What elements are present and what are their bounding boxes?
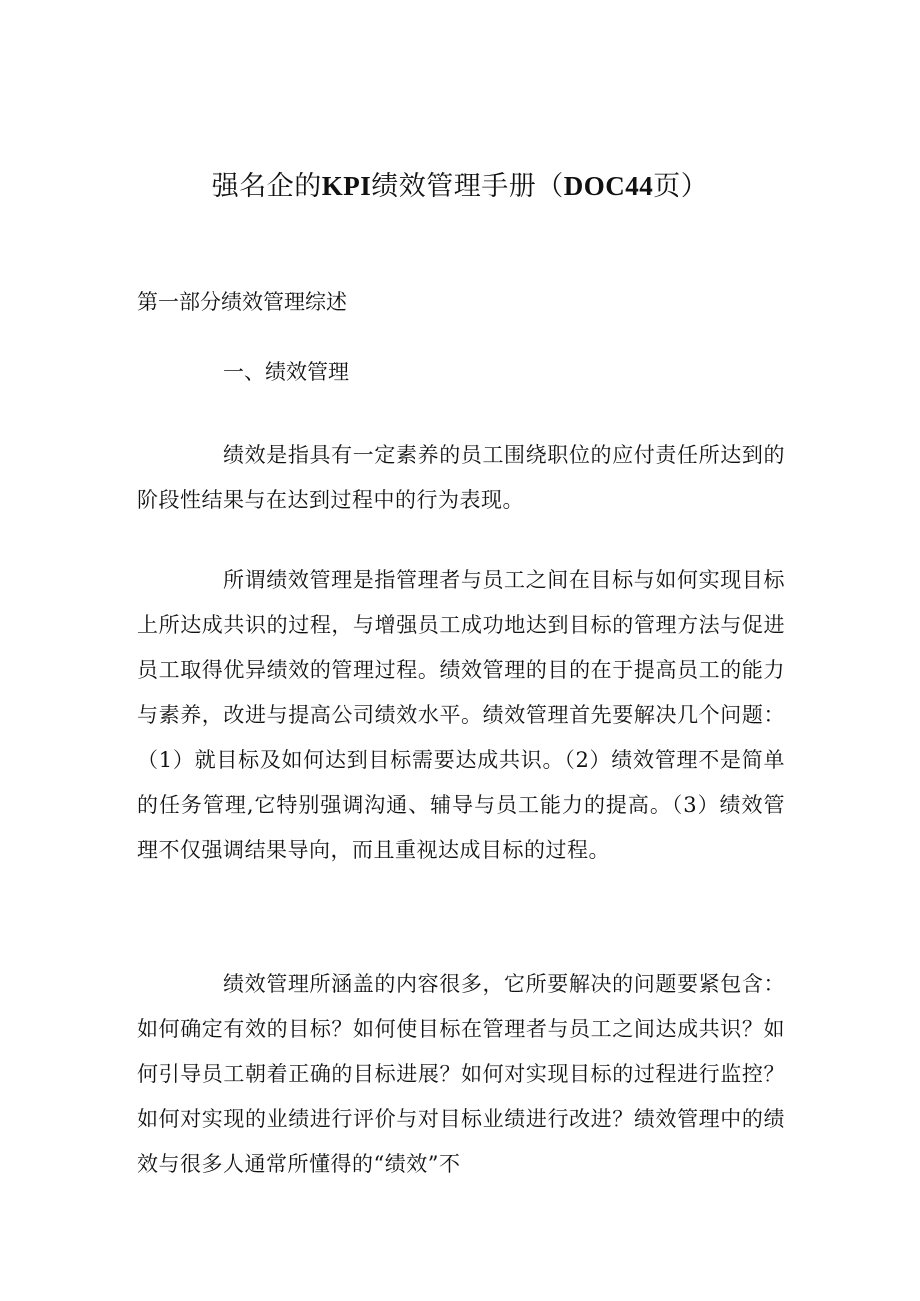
title-part-1: 强名企的 [211, 171, 322, 202]
paragraph: 绩效管理所涵盖的内容很多，它所要解决的问题要紧包含：如何确定有效的目标？如何使目标在管理者与员工之间达成共识？如何引导员工朝着正确的目标进展？如何对实现目标的过程进行监控？如何对实现的业绩进行评价与对目标业绩进行改进？绩效管理中的绩效与很多人通常所懂得的“绩效”不 [137, 972, 785, 1176]
document-title [0, 166, 920, 207]
title-part-2: 绩效管理手册（ [371, 171, 564, 202]
subsection-heading: 一、绩效管理 [223, 360, 349, 384]
paragraph: 绩效是指具有一定素养的员工围绕职位的应付责任所达到的阶段性结果与在达到过程中的行为表现。 [137, 443, 785, 512]
title-part-kpi: KPI [321, 171, 372, 201]
paragraph: 所谓绩效管理是指管理者与员工之间在目标与如何实现目标上所达成共识的过程，与增强员工成功地达到目标的管理方法与促进员工取得优异绩效的管理过程。绩效管理的目的在于提高员工的能力与素养，改进与提高公司绩效水平。绩效管理首先要解决几个问题：（1）就目标及如何达到目标需要达成共识。（2）绩效管理不是简单的任务管理,它特别强调沟通、辅导与员工能力的提高。（3）绩效管理不仅强调结果导向，而且重视达成目标的过程。 [137, 568, 785, 862]
title-part-doc: DOC44 [563, 171, 654, 201]
title-part-3: 页） [653, 171, 709, 202]
section-heading: 第一部分绩效管理综述 [137, 290, 347, 314]
